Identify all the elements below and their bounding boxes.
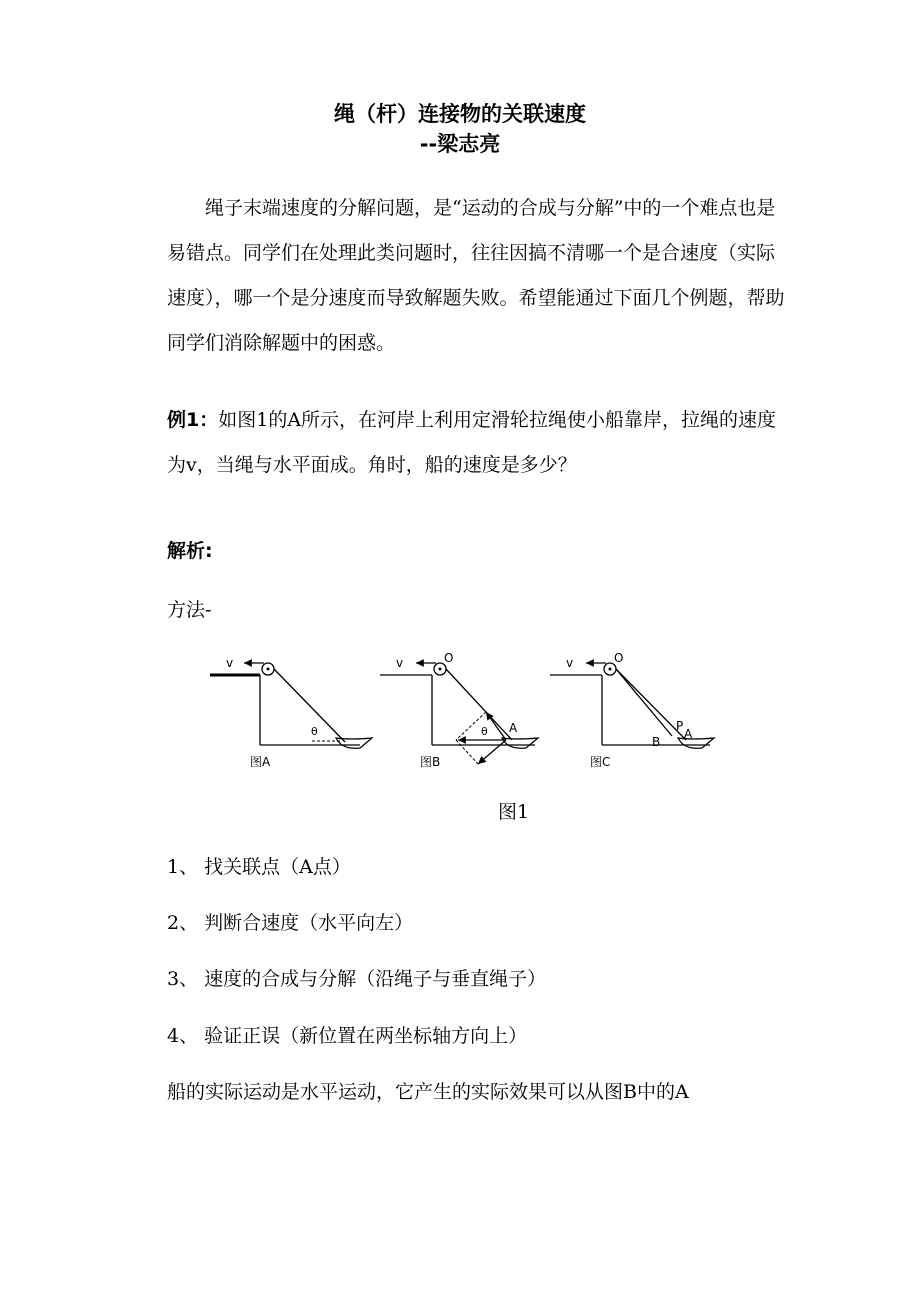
figure-1 xyxy=(200,640,740,790)
author-line: --梁志亮 xyxy=(419,132,501,156)
example-1-text: 如图1的A所示，在河岸上利用定滑轮拉绳使小船靠岸，拉绳的速度为v，当绳与水平面成。角时，船的速度是多少？ xyxy=(167,409,777,476)
panel-c-label: 图C xyxy=(590,755,611,769)
panel-b-theta-label: θ xyxy=(481,725,488,738)
step-4: 4、 验证正误（新位置在两坐标轴方向上） xyxy=(167,1025,528,1047)
step-1: 1、 找关联点（A点） xyxy=(167,856,351,878)
panel-a-theta-label: θ xyxy=(311,725,318,738)
figure-panel-b xyxy=(380,651,538,769)
example-1-label: 例1： xyxy=(167,409,219,431)
panel-b-label: 图B xyxy=(420,755,441,769)
panel-c-v-label: v xyxy=(566,656,574,670)
closing-line: 船的实际运动是水平运动，它产生的实际效果可以从图B中的A xyxy=(167,1081,689,1103)
panel-b-v-label: v xyxy=(396,656,404,670)
example-1 xyxy=(167,398,787,488)
panel-c-p-label: P xyxy=(676,719,684,733)
figure-panel-c xyxy=(550,651,714,769)
panel-a-label: 图A xyxy=(250,755,271,769)
figure-panel-a xyxy=(210,656,372,769)
panel-c-o-label: O xyxy=(614,651,624,665)
step-2: 2、 判断合速度（水平向左） xyxy=(167,912,414,934)
panel-a-v-label: v xyxy=(226,656,234,670)
step-3: 3、 速度的合成与分解（沿绳子与垂直绳子） xyxy=(167,968,547,990)
panel-c-a-label: A xyxy=(684,727,693,741)
figure-caption: 图1 xyxy=(498,801,530,823)
panel-b-o-label: O xyxy=(444,651,454,665)
page-title: 绳（杆）连接物的关联速度 xyxy=(334,102,586,126)
method-label: 方法- xyxy=(167,599,212,621)
panel-c-b-label: B xyxy=(652,735,661,749)
panel-b-point-label: A xyxy=(509,721,518,735)
intro-paragraph: 绳子末端速度的分解问题，是“运动的合成与分解”中的一个难点也是易错点。同学们在处理此类问题时，往往因搞不清哪一个是合速度（实际速度），哪一个是分速度而导致解题失败。希望能通过下面几个例题，帮助同学们消除解题中的困惑。 xyxy=(167,197,785,354)
analysis-label: 解析: xyxy=(167,540,213,562)
